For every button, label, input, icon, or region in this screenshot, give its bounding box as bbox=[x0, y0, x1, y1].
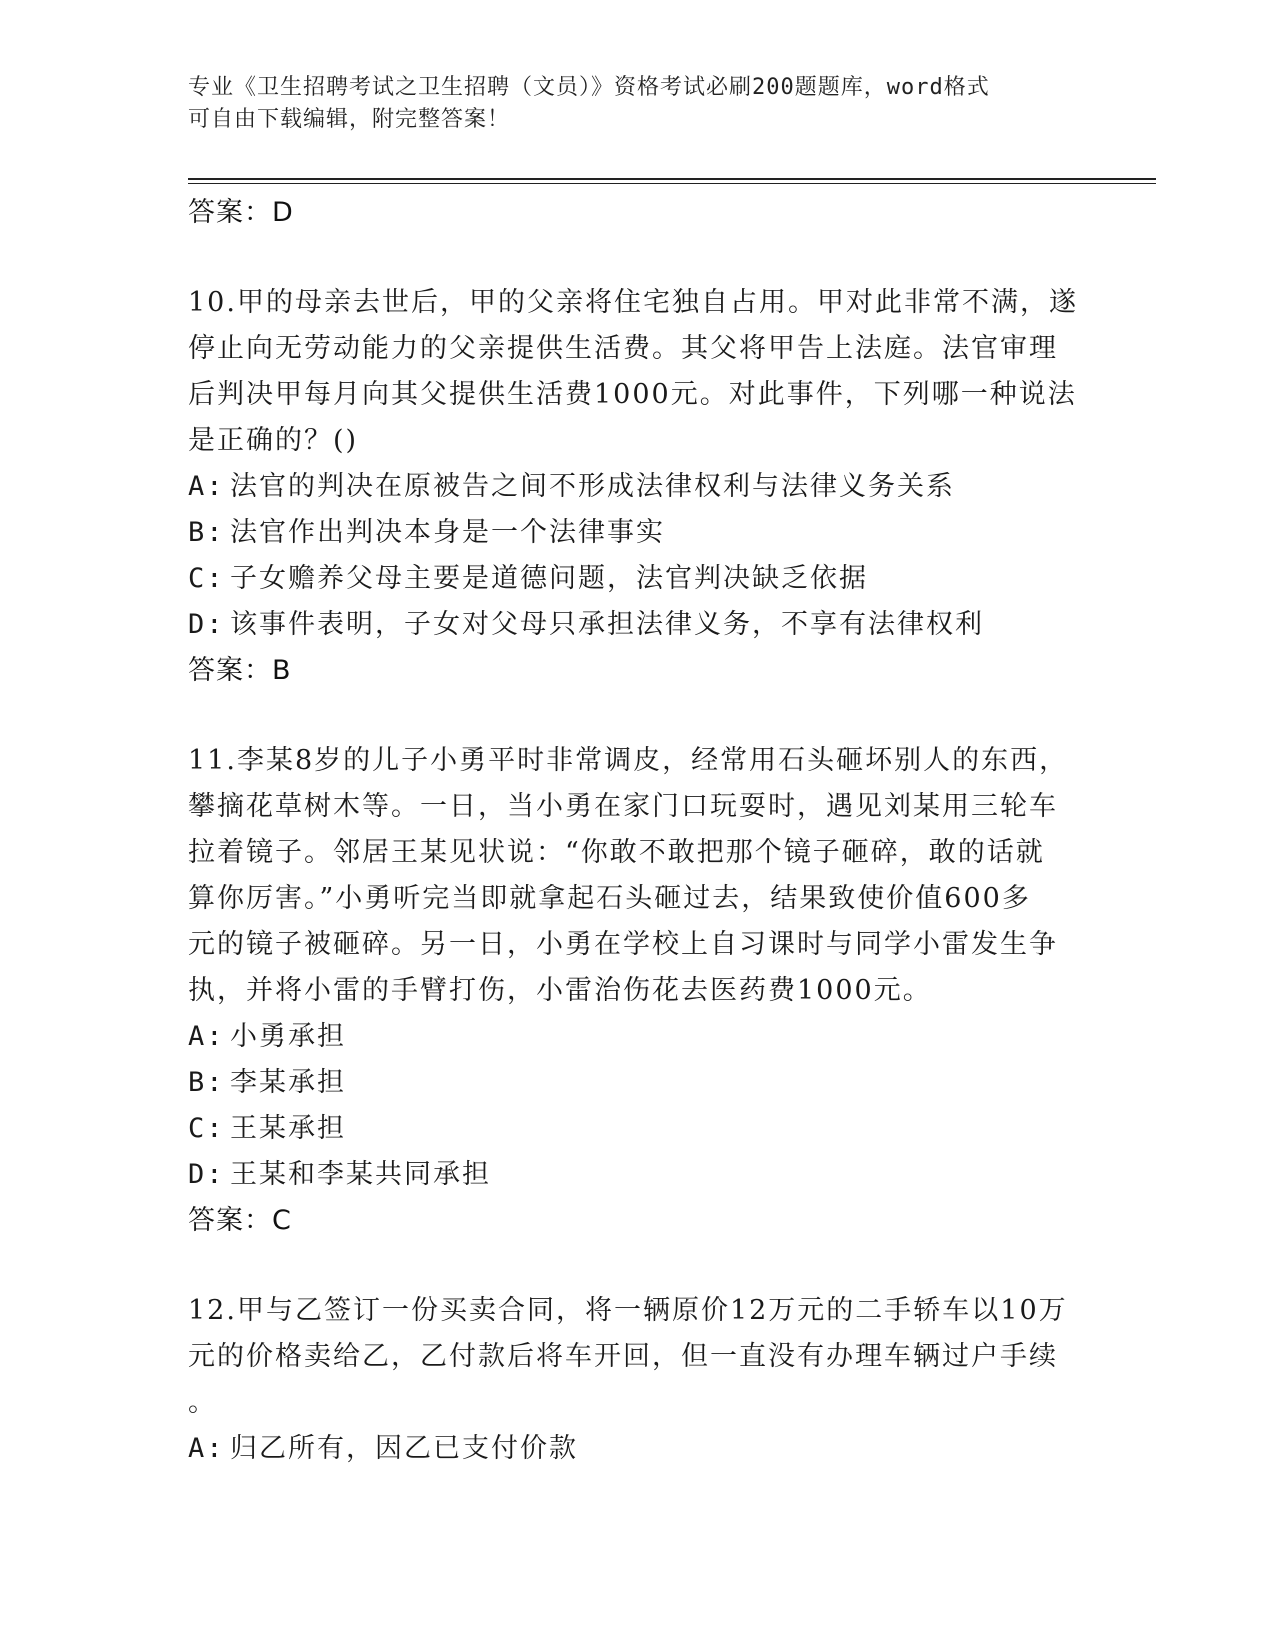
document-body bbox=[188, 190, 1088, 1472]
question-line: 。 bbox=[188, 1387, 217, 1418]
option-b bbox=[188, 1060, 1088, 1106]
option-key: B: bbox=[188, 517, 225, 548]
option-text: 归乙所有，因乙已支付价款 bbox=[230, 1433, 578, 1464]
answer-line: 答案：B bbox=[188, 655, 292, 686]
option-a bbox=[188, 1426, 1088, 1472]
option-key: A: bbox=[188, 1021, 225, 1052]
option-key: B: bbox=[188, 1067, 225, 1098]
question-text bbox=[188, 280, 1088, 464]
answer-line: 答案：D bbox=[188, 197, 294, 228]
option-key: A: bbox=[188, 471, 225, 502]
question-line: 拉着镜子。邻居王某见状说：“你敢不敢把那个镜子砸碎，敢的话就 bbox=[188, 837, 1045, 868]
question-line: 后判决甲每月向其父提供生活费1000元。对此事件，下列哪一种说法 bbox=[188, 379, 1077, 410]
question-block bbox=[188, 1288, 1088, 1472]
option-a bbox=[188, 1014, 1088, 1060]
header-rule-thick bbox=[188, 178, 1156, 180]
question-text bbox=[188, 1288, 1088, 1426]
question-line: 攀摘花草树木等。一日，当小勇在家门口玩耍时，遇见刘某用三轮车 bbox=[188, 791, 1058, 822]
option-d bbox=[188, 602, 1088, 648]
option-b bbox=[188, 510, 1088, 556]
option-text: 子女赡养父母主要是道德问题，法官判决缺乏依据 bbox=[230, 563, 868, 594]
question-line: 元的镜子被砸碎。另一日，小勇在学校上自习课时与同学小雷发生争 bbox=[188, 929, 1058, 960]
question-line: 11.李某8岁的儿子小勇平时非常调皮，经常用石头砸坏别人的东西， bbox=[188, 745, 1069, 776]
option-text: 小勇承担 bbox=[230, 1021, 346, 1052]
option-text: 法官作出判决本身是一个法律事实 bbox=[230, 517, 665, 548]
question-block bbox=[188, 280, 1088, 694]
question-line: 10.甲的母亲去世后，甲的父亲将住宅独自占用。甲对此非常不满，遂 bbox=[188, 287, 1078, 318]
question-line: 是正确的？() bbox=[188, 425, 359, 456]
header-line-2: 可自由下载编辑，附完整答案！ bbox=[188, 107, 511, 132]
question-block bbox=[188, 738, 1088, 1244]
option-d bbox=[188, 1152, 1088, 1198]
page-header bbox=[188, 72, 1088, 136]
option-key: D: bbox=[188, 609, 225, 640]
option-a bbox=[188, 464, 1088, 510]
option-text: 王某和李某共同承担 bbox=[230, 1159, 491, 1190]
question-text bbox=[188, 738, 1088, 1014]
question-line: 执，并将小雷的手臂打伤，小雷治伤花去医药费1000元。 bbox=[188, 975, 932, 1006]
option-key: D: bbox=[188, 1159, 225, 1190]
header-rule-thin bbox=[188, 183, 1156, 184]
option-key: C: bbox=[188, 1113, 225, 1144]
question-line: 12.甲与乙签订一份买卖合同，将一辆原价12万元的二手轿车以10万 bbox=[188, 1295, 1068, 1326]
answer-line: 答案：C bbox=[188, 1205, 292, 1236]
question-line: 算你厉害。”小勇听完当即就拿起石头砸过去，结果致使价值600多 bbox=[188, 883, 1031, 914]
option-c bbox=[188, 1106, 1088, 1152]
question-line: 停止向无劳动能力的父亲提供生活费。其父将甲告上法庭。法官审理 bbox=[188, 333, 1058, 364]
question-line: 元的价格卖给乙，乙付款后将车开回，但一直没有办理车辆过户手续 bbox=[188, 1341, 1058, 1372]
header-line-1: 专业《卫生招聘考试之卫生招聘（文员）》资格考试必刷200题题库，word格式 bbox=[188, 75, 990, 100]
option-c bbox=[188, 556, 1088, 602]
option-key: C: bbox=[188, 563, 225, 594]
option-key: A: bbox=[188, 1433, 225, 1464]
option-text: 王某承担 bbox=[230, 1113, 346, 1144]
option-text: 该事件表明，子女对父母只承担法律义务，不享有法律权利 bbox=[230, 609, 984, 640]
option-text: 李某承担 bbox=[230, 1067, 346, 1098]
option-text: 法官的判决在原被告之间不形成法律权利与法律义务关系 bbox=[230, 471, 955, 502]
